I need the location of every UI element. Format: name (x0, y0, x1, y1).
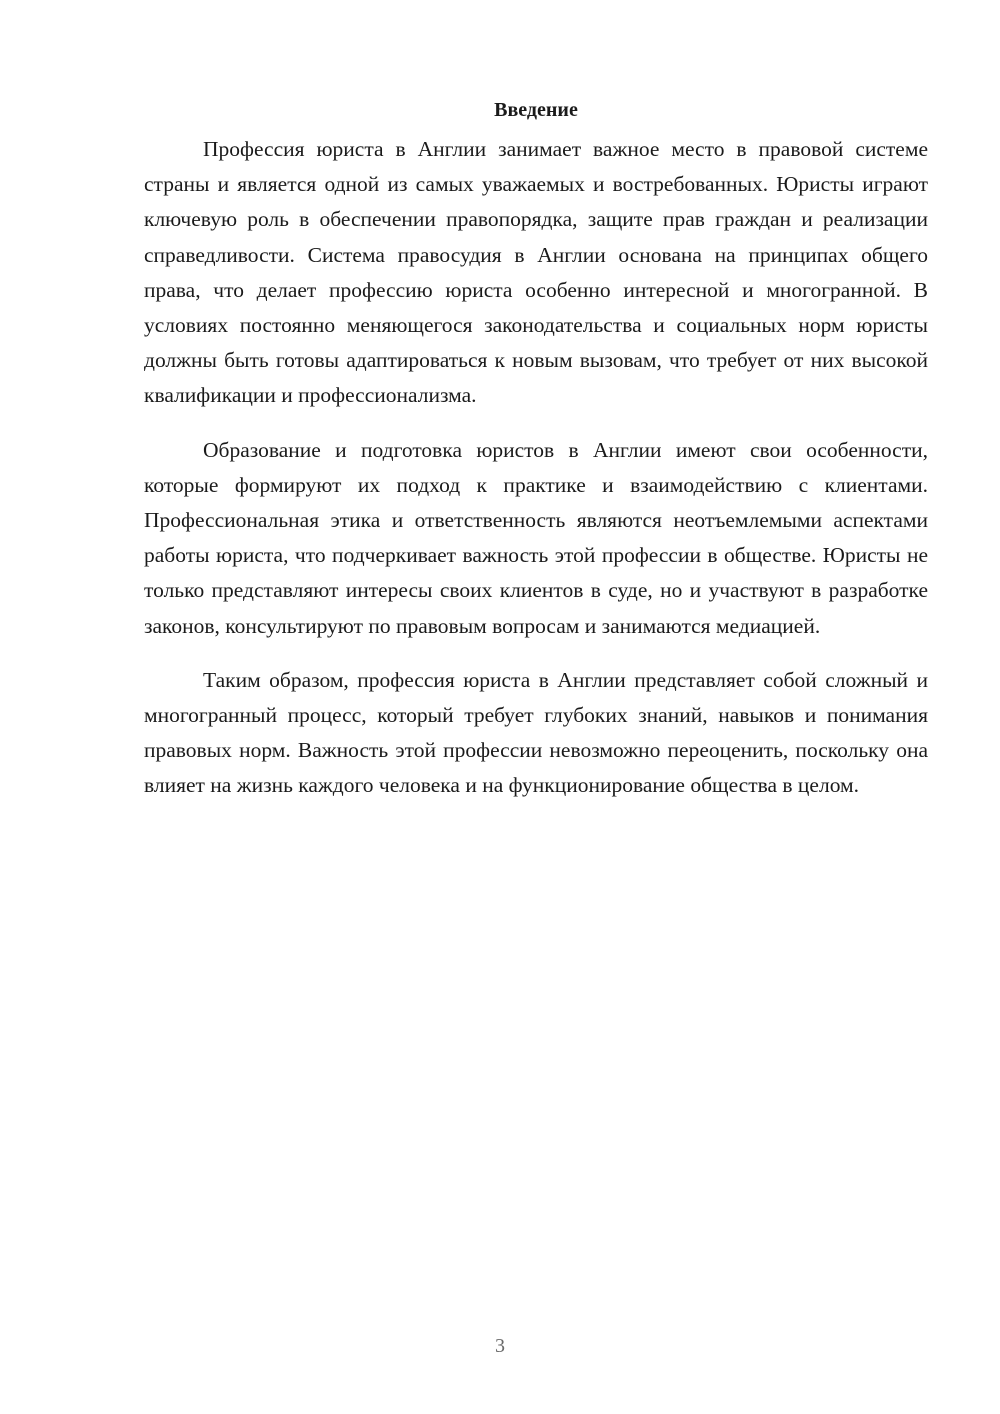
section-title: Введение (494, 99, 578, 121)
page-content (144, 96, 928, 823)
paragraph-2: Образование и подготовка юристов в Англии имеют свои особенности, которые формируют их подход к практике и взаимодействию с клиентами. Профессиональная этика и ответственность являются неотъемлемыми аспектами работы юриста, что подчеркивает важность этой профессии в обществе. Юристы не только представляют интересы своих клиентов в суде, но и участвуют в разработке законов, консультируют по правовым вопросам и занимаются медиацией. (144, 437, 928, 638)
page-number: 3 (495, 1335, 505, 1357)
paragraph-3: Таким образом, профессия юриста в Англии представляет собой сложный и многогранный процесс, который требует глубоких знаний, навыков и понимания правовых норм. Важность этой профессии невозможно переоценить, поскольку она влияет на жизнь каждого человека и на функционирование общества в целом. (144, 667, 928, 798)
paragraph-1: Профессия юриста в Англии занимает важное место в правовой системе страны и является одной из самых уважаемых и востребованных. Юристы играют ключевую роль в обеспечении правопорядка, защите прав граждан и реализации справедливости. Система правосудия в Англии основана на принципах общего права, что делает профессию юриста особенно интересной и многогранной. В условиях постоянно меняющегося законодательства и социальных норм юристы должны быть готовы адаптироваться к новым вызовам, что требует от них высокой квалификации и профессионализма. (144, 137, 928, 408)
